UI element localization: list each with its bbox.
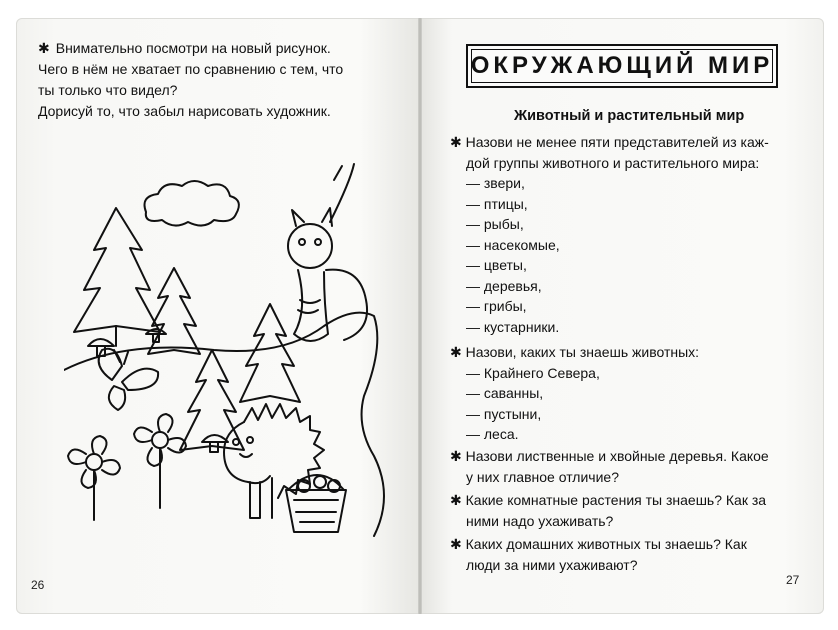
question-text: Каких домашних животных ты знаешь? Как — [465, 536, 747, 552]
star-icon: ✱ — [450, 492, 462, 508]
list-item: — звери, — [466, 175, 525, 191]
question-block — [450, 490, 810, 531]
pine-tree-drawing — [240, 304, 300, 402]
basket-drawing — [286, 475, 346, 532]
list-item: — кустарники. — [466, 318, 560, 335]
star-icon: ✱ — [450, 536, 462, 552]
section-title: ОКРУЖАЮЩИЙ МИР — [470, 52, 774, 79]
question-line: ними надо ухаживать? — [466, 512, 614, 529]
task-line: Чего в нём не хватает по сравнению с тем, что — [38, 61, 344, 77]
question-line — [450, 342, 810, 363]
list-item: — деревья, — [466, 277, 542, 294]
question-line — [450, 446, 810, 467]
task-text: Внимательно посмотри на новый рисунок. — [55, 40, 331, 56]
page-number: 27 — [786, 573, 800, 587]
question-line: люди за ними ухаживают? — [466, 556, 638, 573]
star-icon: ✱ — [38, 40, 50, 56]
coloring-illustration — [64, 150, 394, 550]
question-text: Назови не менее пяти представителей из каж- — [465, 134, 769, 150]
question-block — [450, 132, 810, 337]
list-item: — леса. — [466, 426, 519, 442]
task-line — [38, 38, 408, 59]
question-block — [450, 534, 810, 575]
flower-drawing — [134, 414, 186, 508]
star-icon: ✱ — [450, 344, 462, 360]
task-line: Дорисуй то, что забыл нарисовать художник. — [38, 103, 331, 119]
list-item: — цветы, — [466, 257, 527, 273]
star-icon: ✱ — [450, 448, 462, 464]
cloud-drawing — [145, 181, 239, 226]
left-task — [38, 38, 408, 122]
subheading: Животный и растительный мир — [514, 108, 745, 124]
butterfly-drawing — [99, 349, 158, 410]
list-item: — насекомые, — [466, 236, 560, 253]
pine-tree-drawing — [74, 208, 160, 332]
question-line — [450, 490, 810, 511]
page-number: 26 — [31, 578, 45, 592]
list-item: — Крайнего Севера, — [466, 364, 600, 381]
squirrel-drawing — [288, 164, 367, 341]
star-icon: ✱ — [450, 134, 462, 150]
question-text: Назови лиственные и хвойные деревья. Какое — [465, 448, 769, 464]
list-item: — рыбы, — [466, 216, 524, 232]
book-spine — [418, 18, 422, 614]
flower-drawing — [68, 436, 120, 520]
list-item: — грибы, — [466, 298, 527, 314]
question-line: у них главное отличие? — [466, 468, 619, 485]
task-line: ты только что видел? — [38, 82, 178, 98]
list-item: — пустыни, — [466, 405, 542, 422]
question-text: Какие комнатные растения ты знаешь? Как за — [465, 492, 767, 508]
question-line: дой группы животного и растительного мира: — [466, 154, 760, 171]
question-text: Назови, каких ты знаешь животных: — [465, 344, 700, 360]
question-block — [450, 342, 810, 445]
question-block — [450, 446, 810, 487]
list-item: — саванны, — [466, 385, 544, 401]
question-line — [450, 132, 810, 153]
list-item: — птицы, — [466, 195, 528, 212]
question-line — [450, 534, 810, 555]
section-header — [466, 44, 778, 88]
